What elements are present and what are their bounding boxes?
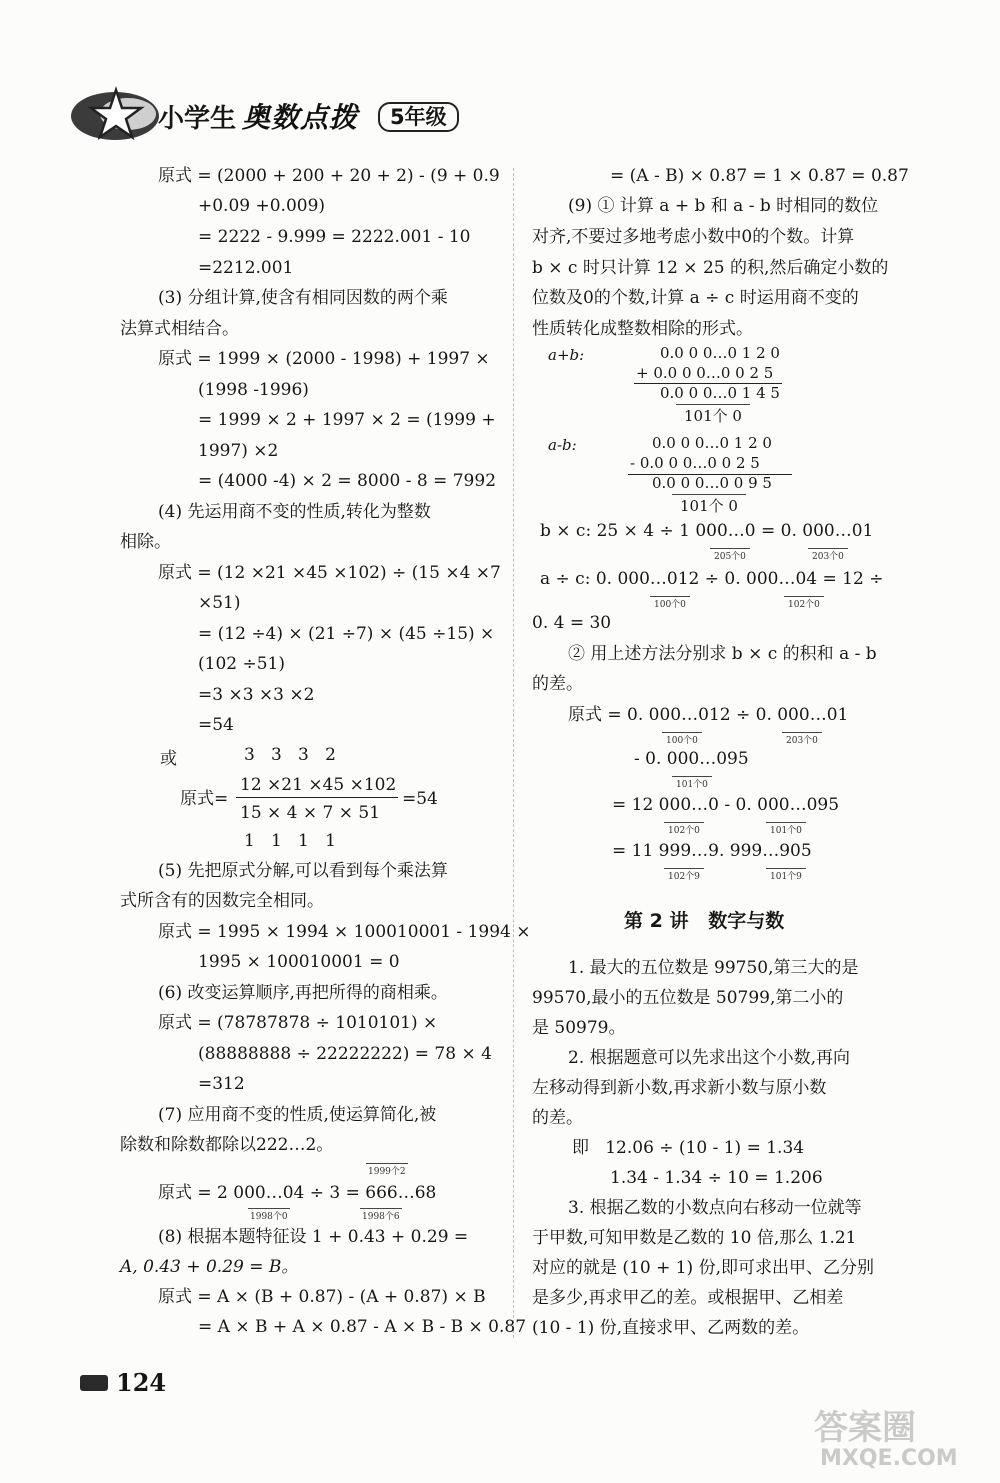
text-line: 原式= [180, 789, 229, 809]
text-line: 原式 = 1999 × (2000 - 1998) + 1997 × [158, 349, 490, 369]
text-line: 99570,最小的五位数是 50799,第二小的 [532, 988, 844, 1008]
brace-label: 1998个0 [248, 1208, 290, 1222]
brace-label: 102个9 [664, 868, 704, 882]
text-line: 原式 = 1995 × 1994 × 100010001 - 1994 × [158, 922, 531, 942]
text-line: =54 [198, 715, 234, 735]
watermark-text: 答案圈 [814, 1408, 916, 1448]
text-line: a-b: [548, 436, 577, 454]
text-line: (1998 -1996) [198, 380, 309, 400]
page-tab-icon [80, 1375, 108, 1391]
text-line: (10 - 1) 份,直接求甲、乙两数的差。 [532, 1318, 810, 1338]
text-line: = 2222 - 9.999 = 2222.001 - 10 [198, 227, 471, 247]
column-divider [513, 168, 514, 1338]
text-line: 原式 = (2000 + 200 + 20 + 2) - (9 + 0.9 [158, 166, 500, 186]
calc-line: + 0.0 0 0…0 0 2 5 [636, 364, 774, 382]
text-line: = 1999 × 2 + 1997 × 2 = (1999 + [198, 410, 496, 430]
brace-label: 100个0 [662, 732, 702, 746]
text-line: 性质转化成整数相除的形式。 [532, 319, 753, 339]
text-line: =3 ×3 ×3 ×2 [198, 685, 315, 705]
section-heading: 第 2 讲 数字与数 [624, 910, 785, 932]
watermark-url: MXQE.COM [820, 1446, 958, 1471]
text-line: (8) 根据本题特征设 1 + 0.43 + 0.29 = [158, 1227, 469, 1247]
calc-line: 0.0 0 0…0 0 9 5 [652, 474, 772, 492]
text-line: =2212.001 [198, 258, 294, 278]
brace-label: 205个0 [710, 548, 750, 562]
text-line: 的差。 [532, 674, 583, 694]
text-line: 左移动得到新小数,再求新小数与原小数 [532, 1078, 827, 1098]
text-line: ② 用上述方法分别求 b × c 的积和 a - b [568, 644, 877, 664]
text-line: - 0. 000…095 [634, 749, 749, 769]
cancel-top-numbers: 3 3 3 2 [244, 745, 336, 765]
text-line: (7) 应用商不变的性质,使运算简化,被 [158, 1105, 437, 1125]
calc-line: 0.0 0 0…0 1 4 5 [660, 384, 780, 402]
text-line: = (12 ÷4) × (21 ÷7) × (45 ÷15) × [198, 624, 495, 644]
text-line: 0. 4 = 30 [532, 613, 612, 633]
brace-label: 203个0 [782, 732, 822, 746]
text-line: 是多少,再求甲乙的差。或根据甲、乙相差 [532, 1288, 844, 1308]
text-line: = (A - B) × 0.87 = 1 × 0.87 = 0.87 [610, 166, 909, 186]
text-line: 1995 × 100010001 = 0 [198, 952, 400, 972]
text-line: 原式 = 0. 000…012 ÷ 0. 000…01 [568, 705, 849, 725]
brace-label: 101个 0 [676, 404, 750, 426]
text-line: (88888888 ÷ 22222222) = 78 × 4 [198, 1044, 492, 1064]
text-line: 原式 = (78787878 ÷ 1010101) × [158, 1013, 438, 1033]
calc-line: - 0.0 0 0…0 0 2 5 [630, 454, 760, 472]
text-line: 1. 最大的五位数是 99750,第三大的是 [568, 958, 859, 978]
calc-line: 0.0 0 0…0 1 2 0 [660, 344, 780, 362]
text-line: (6) 改变运算顺序,再把所得的商相乘。 [158, 983, 448, 1003]
text-line: 原式 = 2 000…04 ÷ 3 = 666…68 [158, 1183, 437, 1203]
brace-label: 100个0 [650, 596, 690, 610]
text-line: 原式 = (12 ×21 ×45 ×102) ÷ (15 ×4 ×7 [158, 563, 501, 583]
star-logo-icon [70, 84, 160, 144]
calc-line: 0.0 0 0…0 1 2 0 [652, 434, 772, 452]
brace-label: 1999个2 [366, 1163, 408, 1177]
text-line: 是 50979。 [532, 1018, 626, 1038]
cancel-bottom-numbers: 1 1 1 1 [244, 831, 336, 851]
header-bar [70, 84, 490, 144]
text-line: b × c: 25 × 4 ÷ 1 000…0 = 0. 000…01 [540, 521, 874, 541]
text-line: 的差。 [532, 1108, 583, 1128]
text-line: = 11 999…9. 999…905 [612, 841, 812, 861]
watermark [810, 1400, 998, 1480]
brace-label: 101个9 [766, 868, 806, 882]
text-line: = (4000 -4) × 2 = 8000 - 8 = 7992 [198, 471, 497, 491]
text-line: 位数及0的个数,计算 a ÷ c 时运用商不变的 [532, 288, 859, 308]
brace-label: 101个0 [672, 776, 712, 790]
text-line: 2. 根据题意可以先求出这个小数,再向 [568, 1048, 851, 1068]
brace-label: 1998个6 [360, 1208, 402, 1222]
text-line: 或 [160, 749, 177, 769]
text-line: A, 0.43 + 0.29 = B。 [120, 1257, 299, 1277]
brace-label: 102个0 [784, 596, 824, 610]
series-title: 小学生 [158, 104, 237, 134]
brace-label: 101个 0 [672, 494, 746, 516]
text-line: (9) ① 计算 a + b 和 a - b 时相同的数位 [568, 196, 879, 216]
text-line: =312 [198, 1074, 245, 1094]
text-line: 式所含有的因数完全相同。 [120, 891, 324, 911]
brace-label: 102个0 [664, 822, 704, 836]
grade-badge: 5年级 [378, 102, 459, 132]
brace-label: 203个0 [808, 548, 848, 562]
book-title-logo: 奥数点拨 [242, 101, 359, 134]
text-line: 相除。 [120, 532, 171, 552]
text-line: 于甲数,可知甲数是乙数的 10 倍,那么 1.21 [532, 1228, 857, 1248]
text-line: (4) 先运用商不变的性质,转化为整数 [158, 502, 431, 522]
text-line: 除数和除数都除以222…2。 [120, 1135, 334, 1155]
text-line: b × c 时只计算 12 × 25 的积,然后确定小数的 [532, 258, 889, 278]
text-line: (102 ÷51) [198, 654, 285, 674]
text-line: = 12 000…0 - 0. 000…095 [612, 795, 840, 815]
text-line: a ÷ c: 0. 000…012 ÷ 0. 000…04 = 12 ÷ [540, 569, 884, 589]
fraction-denominator: 15 × 4 × 7 × 51 [240, 803, 381, 823]
brace-label: 101个0 [766, 822, 806, 836]
text-line: =54 [402, 789, 438, 809]
text-line: (3) 分组计算,使含有相同因数的两个乘 [158, 288, 448, 308]
text-line: 3. 根据乙数的小数点向右移动一位就等 [568, 1198, 862, 1218]
text-line: 即 12.06 ÷ (10 - 1) = 1.34 [572, 1138, 805, 1158]
fraction-numerator: 12 ×21 ×45 ×102 [240, 775, 397, 795]
text-line: a+b: [548, 346, 585, 364]
text-line: 1997) ×2 [198, 441, 279, 461]
text-line: +0.09 +0.009) [198, 196, 326, 216]
text-line: (5) 先把原式分解,可以看到每个乘法算 [158, 861, 448, 881]
text-line: 1.34 - 1.34 ÷ 10 = 1.206 [610, 1168, 823, 1188]
text-line: 原式 = A × (B + 0.87) - (A + 0.87) × B [158, 1287, 486, 1307]
text-line: 对齐,不要过多地考虑小数中0的个数。计算 [532, 227, 855, 247]
text-line: ×51) [198, 593, 241, 613]
text-line: = A × B + A × 0.87 - A × B - B × 0.87 [198, 1317, 527, 1337]
text-line: 法算式相结合。 [120, 319, 239, 339]
page-number: 124 [116, 1368, 167, 1397]
text-line: 对应的就是 (10 + 1) 份,即可求出甲、乙分别 [532, 1258, 874, 1278]
